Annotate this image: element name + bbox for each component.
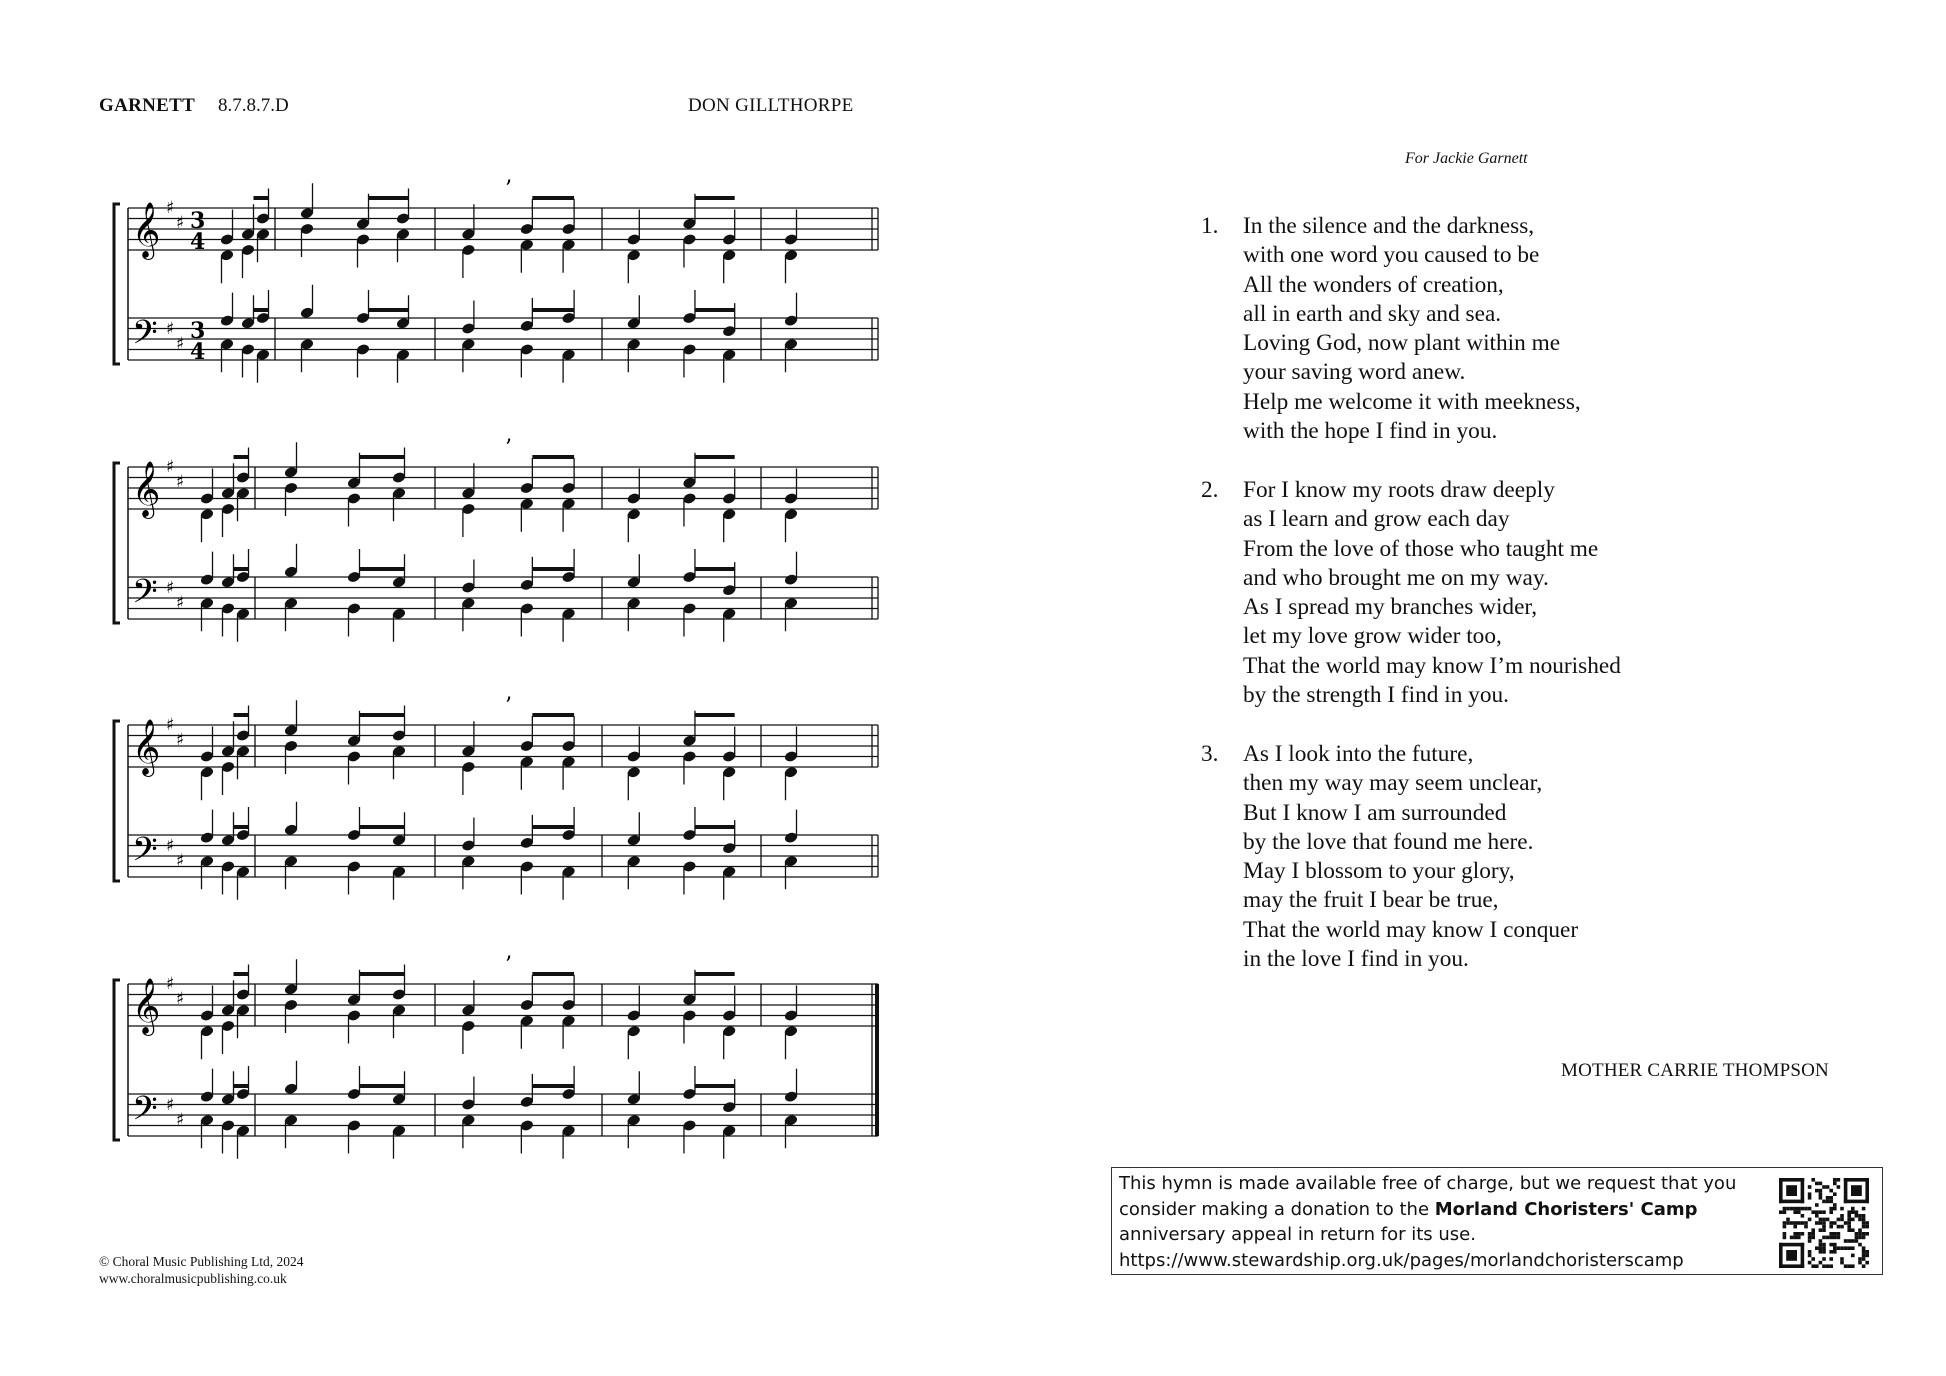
qr-module [1793, 1236, 1797, 1240]
bass-clef-icon: 𝄢 [132, 831, 158, 877]
qr-module [1801, 1232, 1805, 1236]
qr-module [1783, 1207, 1787, 1211]
qr-module [1808, 1207, 1812, 1211]
qr-module [1819, 1182, 1823, 1186]
qr-finder [1779, 1178, 1804, 1182]
verse-line: That the world may know I’m nourished [1243, 652, 1621, 679]
qr-module [1833, 1182, 1837, 1186]
donation-line: anniversary appeal in return for its use. [1119, 1224, 1476, 1245]
qr-module [1847, 1225, 1851, 1229]
qr-module [1819, 1243, 1823, 1247]
bass-clef-icon: 𝄢 [132, 314, 158, 360]
treble-clef-icon: 𝄞 [132, 461, 161, 517]
qr-module [1862, 1250, 1866, 1254]
qr-finder-core [1851, 1185, 1862, 1196]
qr-module [1829, 1221, 1833, 1225]
qr-module [1862, 1236, 1866, 1240]
time-signature-bottom: 4 [190, 229, 206, 255]
qr-finder [1844, 1200, 1869, 1204]
qr-module [1829, 1210, 1833, 1214]
qr-module [1829, 1200, 1833, 1204]
qr-module [1793, 1232, 1797, 1236]
qr-finder-core [1786, 1250, 1797, 1261]
qr-module [1793, 1207, 1797, 1211]
qr-module [1815, 1221, 1819, 1225]
qr-module [1833, 1207, 1837, 1211]
qr-module [1826, 1185, 1830, 1189]
qr-finder [1779, 1200, 1804, 1204]
verse-line: In the silence and the darkness, [1243, 213, 1535, 239]
qr-module [1833, 1246, 1837, 1250]
verse-number: 1. [1201, 213, 1219, 239]
qr-module [1801, 1214, 1805, 1218]
qr-module [1851, 1228, 1855, 1232]
verse-line: Loving God, now plant within me [1243, 330, 1561, 357]
donation-line: This hymn is made available free of charge, but we request that you [1119, 1173, 1737, 1194]
qr-finder [1844, 1178, 1848, 1203]
qr-module [1858, 1218, 1862, 1222]
qr-module [1851, 1246, 1855, 1250]
qr-module [1837, 1178, 1841, 1182]
qr-module [1808, 1192, 1812, 1196]
qr-module [1815, 1214, 1819, 1218]
donation-notice [1111, 1167, 1883, 1275]
qr-module [1808, 1196, 1812, 1200]
verse-line: with the hope I find in you. [1243, 418, 1498, 445]
qr-module [1862, 1221, 1866, 1225]
qr-module [1865, 1225, 1869, 1229]
bass-clef-icon: 𝄢 [132, 1090, 158, 1136]
qr-module [1822, 1246, 1826, 1250]
time-signature-bottom: 4 [190, 339, 206, 365]
breath-mark: ’ [505, 694, 512, 719]
qr-module [1844, 1246, 1848, 1250]
qr-module [1822, 1185, 1826, 1189]
qr-module [1829, 1243, 1833, 1247]
qr-module [1858, 1257, 1862, 1261]
qr-module [1797, 1232, 1801, 1236]
qr-module [1847, 1210, 1851, 1214]
qr-module [1819, 1196, 1823, 1200]
qr-module [1811, 1210, 1815, 1214]
qr-module [1826, 1218, 1830, 1222]
verse-line: All the wonders of creation, [1243, 271, 1504, 298]
qr-module [1822, 1218, 1826, 1222]
qr-module [1862, 1214, 1866, 1218]
sharp-icon: ♯ [176, 472, 185, 492]
verse-line: As I look into the future, [1243, 741, 1474, 767]
sharp-icon: ♯ [166, 836, 175, 856]
qr-module [1851, 1239, 1855, 1243]
qr-module [1847, 1264, 1851, 1268]
qr-module [1808, 1250, 1812, 1254]
verse-line: But I know I am surrounded [1243, 799, 1507, 826]
qr-finder-core [1786, 1185, 1797, 1196]
donation-url[interactable]: https://www.stewardship.org.uk/pages/morlandchoristerscamp [1119, 1249, 1684, 1271]
qr-module [1851, 1264, 1855, 1268]
qr-module [1804, 1207, 1808, 1211]
qr-module [1804, 1225, 1808, 1229]
qr-module [1815, 1210, 1819, 1214]
qr-module [1790, 1207, 1794, 1211]
copyright-notice [99, 1253, 304, 1287]
verse-2 [1201, 476, 1621, 710]
qr-module [1811, 1257, 1815, 1261]
tune-meter: 8.7.8.7.D [218, 95, 289, 116]
qr-module [1865, 1261, 1869, 1265]
qr-module [1844, 1221, 1848, 1225]
verse-line: May I blossom to your glory, [1243, 858, 1515, 885]
qr-module [1855, 1236, 1859, 1240]
qr-module [1819, 1228, 1823, 1232]
qr-module [1847, 1239, 1851, 1243]
qr-finder [1779, 1243, 1804, 1247]
qr-module [1822, 1257, 1826, 1261]
qr-module [1862, 1207, 1866, 1211]
sharp-icon: ♯ [166, 457, 175, 477]
qr-module [1797, 1221, 1801, 1225]
qr-module [1808, 1254, 1812, 1258]
qr-module [1815, 1203, 1819, 1207]
qr-module [1840, 1214, 1844, 1218]
qr-module [1862, 1225, 1866, 1229]
qr-module [1862, 1264, 1866, 1268]
qr-module [1815, 1182, 1819, 1186]
sharp-icon: ♯ [176, 730, 185, 750]
qr-module [1811, 1264, 1815, 1268]
sharp-icon: ♯ [166, 715, 175, 735]
verse-line: as I learn and grow each day [1243, 506, 1510, 533]
qr-module [1797, 1236, 1801, 1240]
verse-line: your saving word anew. [1243, 359, 1466, 386]
verse-line: Help me welcome it with meekness, [1243, 388, 1581, 415]
sharp-icon: ♯ [166, 578, 175, 598]
qr-module [1833, 1243, 1837, 1247]
treble-clef-icon: 𝄞 [132, 719, 161, 775]
verse-line: by the strength I find in you. [1243, 682, 1509, 709]
qr-module [1786, 1207, 1790, 1211]
qr-module [1862, 1257, 1866, 1261]
qr-module [1840, 1207, 1844, 1211]
qr-module [1808, 1239, 1812, 1243]
qr-module [1808, 1185, 1812, 1189]
qr-module [1822, 1236, 1826, 1240]
verse-line: with one word you caused to be [1243, 242, 1540, 269]
breath-mark: ’ [505, 177, 512, 202]
qr-module [1833, 1192, 1837, 1196]
qr-module [1783, 1221, 1787, 1225]
qr-module [1855, 1239, 1859, 1243]
sharp-icon: ♯ [166, 198, 175, 218]
qr-module [1822, 1225, 1826, 1229]
qr-module [1862, 1218, 1866, 1222]
qr-module [1833, 1250, 1837, 1254]
qr-module [1811, 1178, 1815, 1182]
qr-code-icon[interactable] [1779, 1178, 1869, 1268]
qr-module [1826, 1264, 1830, 1268]
qr-module [1862, 1232, 1866, 1236]
qr-module [1808, 1261, 1812, 1265]
qr-module [1829, 1236, 1833, 1240]
qr-module [1833, 1221, 1837, 1225]
qr-module [1811, 1236, 1815, 1240]
qr-module [1797, 1210, 1801, 1214]
qr-module [1819, 1192, 1823, 1196]
qr-module [1865, 1221, 1869, 1225]
qr-module [1783, 1225, 1787, 1229]
system-bracket [114, 204, 120, 364]
verse-line: and who brought me on my way. [1243, 564, 1549, 591]
treble-clef-icon: 𝄞 [132, 202, 161, 258]
qr-module [1819, 1189, 1823, 1193]
qr-finder [1801, 1178, 1805, 1203]
verse-line: by the love that found me here. [1243, 828, 1534, 855]
verse-line: let my love grow wider too, [1243, 623, 1502, 650]
qr-module [1829, 1225, 1833, 1229]
qr-module [1815, 1246, 1819, 1250]
qr-module [1840, 1257, 1844, 1261]
qr-module [1847, 1218, 1851, 1222]
qr-module [1808, 1236, 1812, 1240]
qr-module [1844, 1264, 1848, 1268]
tune-name: GARNETT [99, 95, 196, 116]
qr-module [1815, 1189, 1819, 1193]
breath-mark: ’ [505, 953, 512, 978]
qr-module [1833, 1178, 1837, 1182]
time-signature-top: 3 [190, 318, 206, 344]
qr-module [1837, 1232, 1841, 1236]
qr-module [1840, 1225, 1844, 1229]
qr-module [1826, 1236, 1830, 1240]
qr-module [1783, 1236, 1787, 1240]
qr-module [1790, 1221, 1794, 1225]
qr-finder [1779, 1178, 1783, 1203]
verse-1 [1201, 212, 1581, 446]
qr-module [1851, 1210, 1855, 1214]
lyricist-name: MOTHER CARRIE THOMPSON [1561, 1060, 1829, 1081]
verse-number: 3. [1201, 741, 1219, 767]
qr-module [1819, 1261, 1823, 1265]
qr-module [1855, 1210, 1859, 1214]
qr-module [1822, 1200, 1826, 1204]
qr-module [1783, 1210, 1787, 1214]
verse-line: then my way may seem unclear, [1243, 770, 1543, 797]
qr-module [1808, 1232, 1812, 1236]
qr-module [1819, 1221, 1823, 1225]
breath-mark: ’ [505, 436, 512, 461]
qr-finder [1865, 1178, 1869, 1203]
qr-module [1819, 1210, 1823, 1214]
publisher-url[interactable]: www.choralmusicpublishing.co.uk [99, 1271, 287, 1286]
qr-module [1855, 1232, 1859, 1236]
bass-clef-icon: 𝄢 [132, 573, 158, 619]
verse-line: may the fruit I bear be true, [1243, 887, 1499, 914]
verse-line: That the world may know I conquer [1243, 916, 1579, 943]
qr-module [1829, 1196, 1833, 1200]
system-bracket [114, 980, 120, 1140]
sharp-icon: ♯ [176, 213, 185, 233]
qr-module [1847, 1214, 1851, 1218]
qr-module [1801, 1221, 1805, 1225]
system-bracket [114, 721, 120, 881]
qr-module [1797, 1207, 1801, 1211]
donation-line-prefix: consider making a donation to the [1119, 1198, 1435, 1220]
sharp-icon: ♯ [166, 319, 175, 339]
qr-module [1865, 1232, 1869, 1236]
qr-module [1829, 1207, 1833, 1211]
qr-module [1844, 1239, 1848, 1243]
qr-module [1829, 1232, 1833, 1236]
qr-module [1833, 1203, 1837, 1207]
verse-line: in the love I find in you. [1243, 946, 1469, 973]
qr-module [1851, 1254, 1855, 1258]
verse-line: all in earth and sky and sea. [1243, 300, 1502, 327]
qr-module [1829, 1257, 1833, 1261]
qr-module [1793, 1221, 1797, 1225]
qr-module [1815, 1264, 1819, 1268]
qr-module [1793, 1210, 1797, 1214]
qr-finder [1844, 1178, 1869, 1182]
qr-finder [1779, 1243, 1783, 1268]
qr-module [1793, 1225, 1797, 1229]
qr-module [1786, 1218, 1790, 1222]
system-bracket [114, 463, 120, 623]
qr-module [1826, 1196, 1830, 1200]
qr-module [1819, 1239, 1823, 1243]
dedication: For Jackie Garnett [1405, 150, 1528, 167]
qr-module [1851, 1207, 1855, 1211]
qr-module [1847, 1228, 1851, 1232]
qr-module [1840, 1261, 1844, 1265]
sharp-icon: ♯ [166, 974, 175, 994]
qr-module [1829, 1264, 1833, 1268]
sharp-icon: ♯ [176, 851, 185, 871]
qr-module [1822, 1221, 1826, 1225]
qr-module [1833, 1236, 1837, 1240]
sharp-icon: ♯ [176, 334, 185, 354]
qr-module [1786, 1221, 1790, 1225]
qr-module [1851, 1218, 1855, 1222]
qr-module [1822, 1228, 1826, 1232]
qr-module [1822, 1264, 1826, 1268]
qr-module [1840, 1218, 1844, 1222]
charity-name: Morland Choristers' Camp [1434, 1198, 1698, 1220]
qr-module [1833, 1232, 1837, 1236]
qr-module [1808, 1218, 1812, 1222]
qr-module [1858, 1243, 1862, 1247]
sharp-icon: ♯ [176, 1110, 185, 1130]
verse-3 [1201, 740, 1579, 974]
qr-module [1837, 1236, 1841, 1240]
qr-module [1840, 1246, 1844, 1250]
qr-module [1858, 1228, 1862, 1232]
qr-module [1865, 1254, 1869, 1258]
time-signature-top: 3 [190, 208, 206, 234]
copyright-line: © Choral Music Publishing Ltd, 2024 [99, 1254, 304, 1269]
qr-module [1858, 1236, 1862, 1240]
qr-module [1862, 1254, 1866, 1258]
verse-line: For I know my roots draw deeply [1243, 477, 1555, 503]
qr-module [1858, 1261, 1862, 1265]
verse-number: 2. [1201, 477, 1219, 503]
qr-module [1822, 1210, 1826, 1214]
qr-module [1790, 1236, 1794, 1240]
qr-module [1837, 1218, 1841, 1222]
qr-module [1858, 1232, 1862, 1236]
qr-module [1811, 1232, 1815, 1236]
qr-module [1822, 1250, 1826, 1254]
qr-module [1858, 1214, 1862, 1218]
qr-module [1811, 1228, 1815, 1232]
sharp-icon: ♯ [176, 989, 185, 1009]
sharp-icon: ♯ [166, 1095, 175, 1115]
qr-module [1862, 1246, 1866, 1250]
qr-module [1847, 1246, 1851, 1250]
qr-module [1829, 1250, 1833, 1254]
qr-module [1804, 1221, 1808, 1225]
qr-module [1779, 1210, 1783, 1214]
qr-module [1837, 1225, 1841, 1229]
qr-module [1819, 1218, 1823, 1222]
qr-module [1801, 1207, 1805, 1211]
qr-finder [1801, 1243, 1805, 1268]
qr-module [1837, 1246, 1841, 1250]
verse-line: From the love of those who taught me [1243, 535, 1599, 562]
qr-module [1855, 1214, 1859, 1218]
verse-line: As I spread my branches wider, [1243, 594, 1538, 621]
treble-clef-icon: 𝄞 [132, 978, 161, 1034]
qr-module [1783, 1232, 1787, 1236]
composer-name: DON GILLTHORPE [688, 95, 854, 116]
qr-module [1837, 1185, 1841, 1189]
qr-module [1829, 1189, 1833, 1193]
qr-finder [1779, 1264, 1804, 1268]
donation-line [1119, 1197, 1759, 1223]
donation-text [1119, 1171, 1759, 1273]
qr-module [1826, 1200, 1830, 1204]
qr-module [1822, 1243, 1826, 1247]
qr-module [1847, 1221, 1851, 1225]
sharp-icon: ♯ [176, 593, 185, 613]
qr-module [1819, 1246, 1823, 1250]
qr-module [1865, 1250, 1869, 1254]
qr-module [1819, 1250, 1823, 1254]
